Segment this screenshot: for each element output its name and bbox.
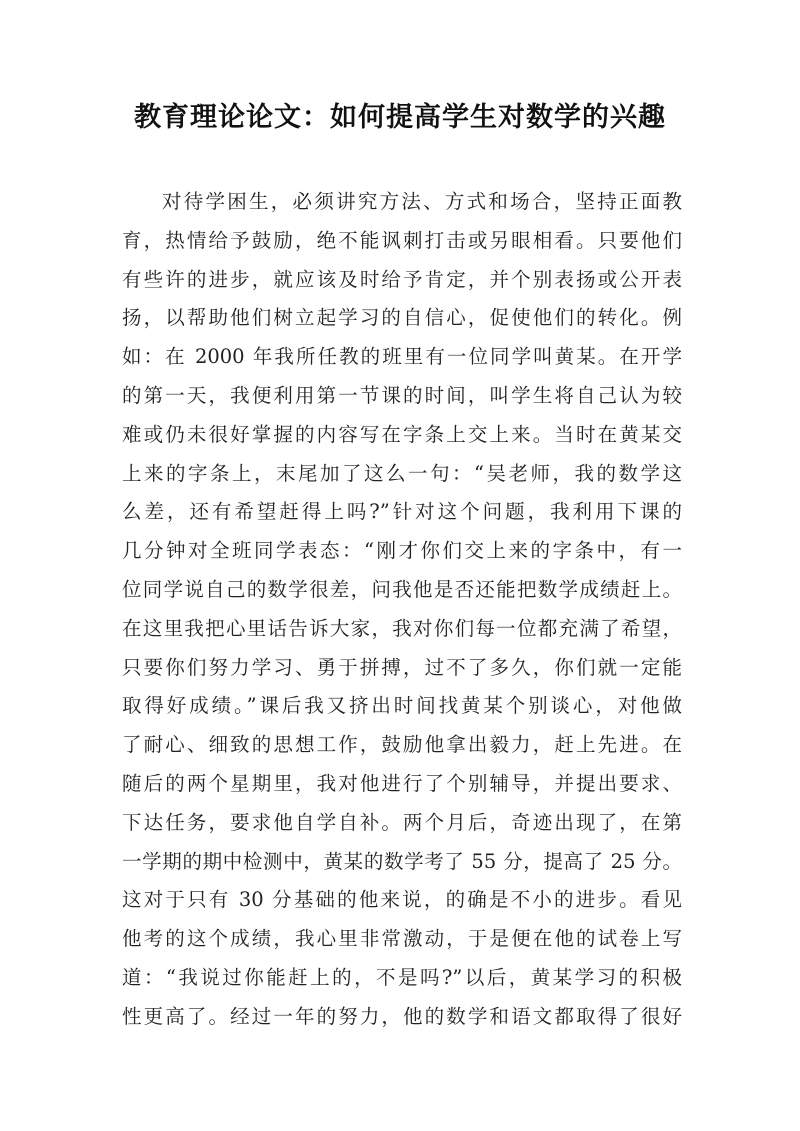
text-line: 的第一天，我便利用第一节课的时间，叫学生将自己认为较 <box>122 383 682 407</box>
document-title: 教育理论论文：如何提高学生对数学的兴趣 <box>134 102 666 133</box>
text-line: 性更高了。经过一年的努力，他的数学和语文都取得了很好 <box>122 1004 682 1028</box>
body-paragraph <box>122 183 682 1037</box>
text-line: 扬，以帮助他们树立起学习的自信心，促使他们的转化。例 <box>122 306 682 330</box>
text-line: 下达任务，要求他自学自补。两个月后，奇迹出现了，在第 <box>122 810 682 834</box>
text-line: 在这里我把心里话告诉大家，我对你们每一位都充满了希望， <box>122 616 682 640</box>
text-line: 上来的字条上，末尾加了这么一句：“吴老师，我的数学这 <box>122 461 682 485</box>
text-line: 了耐心、细致的思想工作，鼓励他拿出毅力，赶上先进。在 <box>122 733 682 757</box>
text-line: 么差，还有希望赶得上吗?”针对这个问题，我利用下课的 <box>122 500 682 524</box>
text-line: 一学期的期中检测中，黄某的数学考了 55 分，提高了 25 分。 <box>122 849 682 873</box>
text-line: 取得好成绩。”课后我又挤出时间找黄某个别谈心，对他做 <box>122 694 682 718</box>
text-line: 随后的两个星期里，我对他进行了个别辅导，并提出要求、 <box>122 771 682 795</box>
text-line: 育，热情给予鼓励，绝不能讽刺打击或另眼相看。只要他们 <box>122 228 682 252</box>
text-line: 道：“我说过你能赶上的，不是吗?”以后，黄某学习的积极 <box>122 965 682 989</box>
text-line: 他考的这个成绩，我心里非常激动，于是便在他的试卷上写 <box>122 927 682 951</box>
text-line: 这对于只有 30 分基础的他来说，的确是不小的进步。看见 <box>122 888 682 912</box>
text-line: 有些许的进步，就应该及时给予肯定，并个别表扬或公开表 <box>122 267 682 291</box>
text-line: 难或仍未很好掌握的内容写在字条上交上来。当时在黄某交 <box>122 422 682 446</box>
text-line: 只要你们努力学习、勇于拼搏，过不了多久，你们就一定能 <box>122 655 682 679</box>
text-line: 位同学说自己的数学很差，问我他是否还能把数学成绩赶上。 <box>122 577 682 601</box>
text-line: 如：在 2000 年我所任教的班里有一位同学叫黄某。在开学 <box>122 345 682 369</box>
text-line: 对待学困生，必须讲究方法、方式和场合，坚持正面教 <box>162 190 682 213</box>
text-line: 几分钟对全班同学表态：“刚才你们交上来的字条中，有一 <box>122 539 682 563</box>
